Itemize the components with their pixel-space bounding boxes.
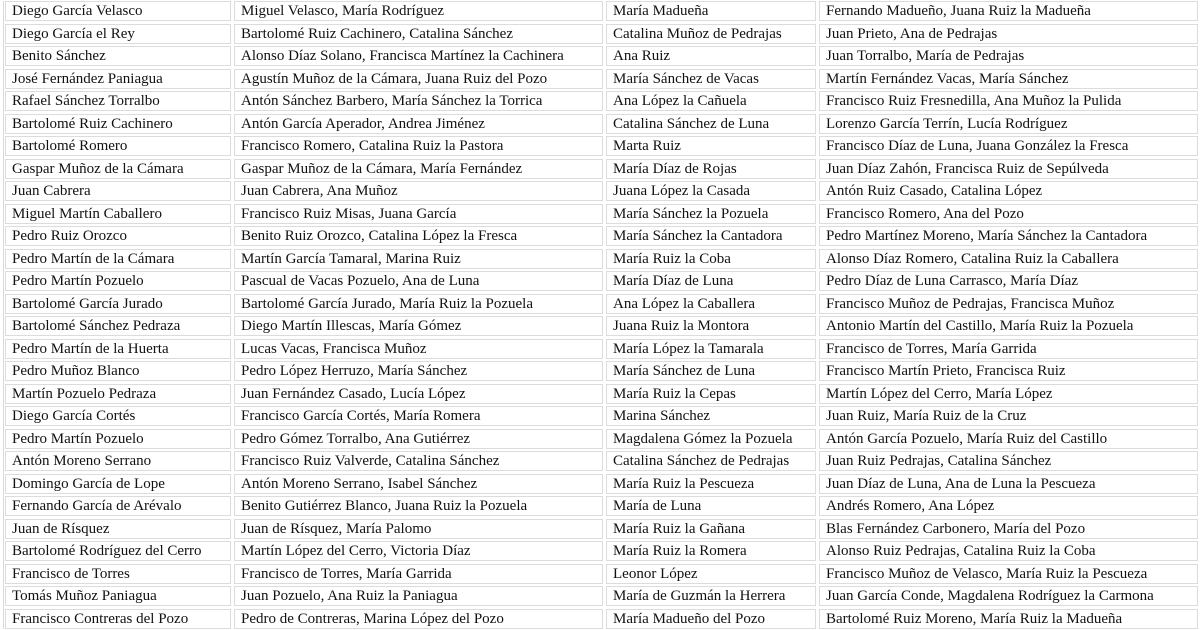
parents-cell: Pedro de Contreras, Marina López del Pozo [234,609,603,629]
godparent-parents-cell: Lorenzo García Terrín, Lucía Rodríguez [819,114,1198,134]
godparent-parents-cell: Fernando Madueño, Juana Ruiz la Madueña [819,1,1198,21]
parents-cell: Martín López del Cerro, Victoria Díaz [234,541,603,561]
godparent-name-cell: María Sánchez de Luna [606,361,816,381]
godparent-name-cell: María López la Tamarala [606,339,816,359]
godparent-name-cell: María Sánchez la Cantadora [606,226,816,246]
child-name-cell: Bartolomé Rodríguez del Cerro [5,541,231,561]
godparent-parents-cell: Francisco Muñoz de Velasco, María Ruiz la Pescueza [819,564,1198,584]
parents-cell: Lucas Vacas, Francisca Muñoz [234,339,603,359]
godparent-parents-cell: Antón García Pozuelo, María Ruiz del Castillo [819,429,1198,449]
child-name-cell: Diego García el Rey [5,24,231,44]
child-name-cell: Francisco Contreras del Pozo [5,609,231,629]
godparent-name-cell: María Ruiz la Cepas [606,384,816,404]
child-name-cell: Pedro Martín Pozuelo [5,271,231,291]
child-name-cell: Pedro Martín de la Huerta [5,339,231,359]
child-name-cell: José Fernández Paniagua [5,69,231,89]
godparent-name-cell: María Sánchez la Pozuela [606,204,816,224]
godparent-name-cell: Catalina Sánchez de Pedrajas [606,451,816,471]
child-name-cell: Juan de Rísquez [5,519,231,539]
parents-cell: Francisco Ruiz Valverde, Catalina Sánchez [234,451,603,471]
godparent-name-cell: María Madueño del Pozo [606,609,816,629]
parents-cell: Pedro Gómez Torralbo, Ana Gutiérrez [234,429,603,449]
godparent-name-cell: Ana Ruiz [606,46,816,66]
child-name-cell: Juan Cabrera [5,181,231,201]
godparent-name-cell: María Ruiz la Gañana [606,519,816,539]
child-name-cell: Rafael Sánchez Torralbo [5,91,231,111]
child-name-cell: Pedro Martín Pozuelo [5,429,231,449]
godparent-parents-cell: Pedro Díaz de Luna Carrasco, María Díaz [819,271,1198,291]
parents-cell: Diego Martín Illescas, María Gómez [234,316,603,336]
godparent-parents-cell: Martín Fernández Vacas, María Sánchez [819,69,1198,89]
godparent-parents-cell: Martín López del Cerro, María López [819,384,1198,404]
godparent-parents-cell: Juan García Conde, Magdalena Rodríguez la Carmona [819,586,1198,606]
godparent-parents-cell: Juan Prieto, Ana de Pedrajas [819,24,1198,44]
godparent-name-cell: María Madueña [606,1,816,21]
parents-cell: Antón García Aperador, Andrea Jiménez [234,114,603,134]
godparent-name-cell: Ana López la Cañuela [606,91,816,111]
godparent-name-cell: María Díaz de Luna [606,271,816,291]
child-name-cell: Pedro Muñoz Blanco [5,361,231,381]
child-name-cell: Francisco de Torres [5,564,231,584]
godparent-parents-cell: Blas Fernández Carbonero, María del Pozo [819,519,1198,539]
godparent-parents-cell: Francisco Muñoz de Pedrajas, Francisca Muñoz [819,294,1198,314]
child-name-cell: Bartolomé Sánchez Pedraza [5,316,231,336]
parents-cell: Martín García Tamaral, Marina Ruiz [234,249,603,269]
child-name-cell: Bartolomé Romero [5,136,231,156]
godparent-parents-cell: Bartolomé Ruiz Moreno, María Ruiz la Madueña [819,609,1198,629]
godparent-parents-cell: Antón Ruiz Casado, Catalina López [819,181,1198,201]
godparent-parents-cell: Francisco Díaz de Luna, Juana González la Fresca [819,136,1198,156]
parents-cell: Agustín Muñoz de la Cámara, Juana Ruiz del Pozo [234,69,603,89]
parents-cell: Pascual de Vacas Pozuelo, Ana de Luna [234,271,603,291]
parents-cell: Juan Pozuelo, Ana Ruiz la Paniagua [234,586,603,606]
parents-cell: Pedro López Herruzo, María Sánchez [234,361,603,381]
godparent-parents-cell: Alonso Ruiz Pedrajas, Catalina Ruiz la Coba [819,541,1198,561]
child-name-cell: Benito Sánchez [5,46,231,66]
godparent-parents-cell: Juan Díaz Zahón, Francisca Ruiz de Sepúlveda [819,159,1198,179]
parents-cell: Gaspar Muñoz de la Cámara, María Fernández [234,159,603,179]
godparent-parents-cell: Juan Torralbo, María de Pedrajas [819,46,1198,66]
godparent-parents-cell: Francisco Martín Prieto, Francisca Ruiz [819,361,1198,381]
godparent-parents-cell: Antonio Martín del Castillo, María Ruiz la Pozuela [819,316,1198,336]
godparent-parents-cell: Francisco de Torres, María Garrida [819,339,1198,359]
godparent-name-cell: Juana Ruiz la Montora [606,316,816,336]
parents-cell: Francisco Romero, Catalina Ruiz la Pastora [234,136,603,156]
child-name-cell: Gaspar Muñoz de la Cámara [5,159,231,179]
godparent-parents-cell: Francisco Ruiz Fresnedilla, Ana Muñoz la Pulida [819,91,1198,111]
parents-cell: Miguel Velasco, María Rodríguez [234,1,603,21]
godparent-name-cell: Magdalena Gómez la Pozuela [606,429,816,449]
godparent-name-cell: Ana López la Caballera [606,294,816,314]
godparent-name-cell: María Ruiz la Romera [606,541,816,561]
godparent-parents-cell: Andrés Romero, Ana López [819,496,1198,516]
godparent-name-cell: Juana López la Casada [606,181,816,201]
godparent-name-cell: María Ruiz la Pescueza [606,474,816,494]
parents-cell: Benito Gutiérrez Blanco, Juana Ruiz la Pozuela [234,496,603,516]
parents-cell: Antón Moreno Serrano, Isabel Sánchez [234,474,603,494]
godparent-parents-cell: Juan Ruiz Pedrajas, Catalina Sánchez [819,451,1198,471]
child-name-cell: Diego García Velasco [5,1,231,21]
godparent-name-cell: Catalina Sánchez de Luna [606,114,816,134]
godparent-name-cell: Leonor López [606,564,816,584]
baptism-records-table [3,1,1198,629]
child-name-cell: Miguel Martín Caballero [5,204,231,224]
parents-cell: Francisco García Cortés, María Romera [234,406,603,426]
godparent-name-cell: María Ruiz la Coba [606,249,816,269]
child-name-cell: Pedro Martín de la Cámara [5,249,231,269]
child-name-cell: Antón Moreno Serrano [5,451,231,471]
parents-cell: Alonso Díaz Solano, Francisca Martínez la Cachinera [234,46,603,66]
godparent-name-cell: Marta Ruiz [606,136,816,156]
godparent-parents-cell: Juan Díaz de Luna, Ana de Luna la Pescueza [819,474,1198,494]
godparent-parents-cell: Francisco Romero, Ana del Pozo [819,204,1198,224]
godparent-name-cell: María de Guzmán la Herrera [606,586,816,606]
child-name-cell: Bartolomé García Jurado [5,294,231,314]
child-name-cell: Diego García Cortés [5,406,231,426]
parents-cell: Francisco Ruiz Misas, Juana García [234,204,603,224]
parents-cell: Juan Fernández Casado, Lucía López [234,384,603,404]
parents-cell: Bartolomé Ruiz Cachinero, Catalina Sánchez [234,24,603,44]
child-name-cell: Domingo García de Lope [5,474,231,494]
godparent-name-cell: Catalina Muñoz de Pedrajas [606,24,816,44]
godparent-parents-cell: Juan Ruiz, María Ruiz de la Cruz [819,406,1198,426]
child-name-cell: Martín Pozuelo Pedraza [5,384,231,404]
godparent-name-cell: María Díaz de Rojas [606,159,816,179]
child-name-cell: Bartolomé Ruiz Cachinero [5,114,231,134]
parents-cell: Francisco de Torres, María Garrida [234,564,603,584]
godparent-name-cell: María de Luna [606,496,816,516]
parents-cell: Juan Cabrera, Ana Muñoz [234,181,603,201]
godparent-parents-cell: Pedro Martínez Moreno, María Sánchez la Cantadora [819,226,1198,246]
parents-cell: Antón Sánchez Barbero, María Sánchez la Torrica [234,91,603,111]
godparent-name-cell: María Sánchez de Vacas [606,69,816,89]
parents-cell: Benito Ruiz Orozco, Catalina López la Fresca [234,226,603,246]
parents-cell: Bartolomé García Jurado, María Ruiz la Pozuela [234,294,603,314]
child-name-cell: Tomás Muñoz Paniagua [5,586,231,606]
child-name-cell: Fernando García de Arévalo [5,496,231,516]
godparent-parents-cell: Alonso Díaz Romero, Catalina Ruiz la Caballera [819,249,1198,269]
child-name-cell: Pedro Ruiz Orozco [5,226,231,246]
parents-cell: Juan de Rísquez, María Palomo [234,519,603,539]
godparent-name-cell: Marina Sánchez [606,406,816,426]
